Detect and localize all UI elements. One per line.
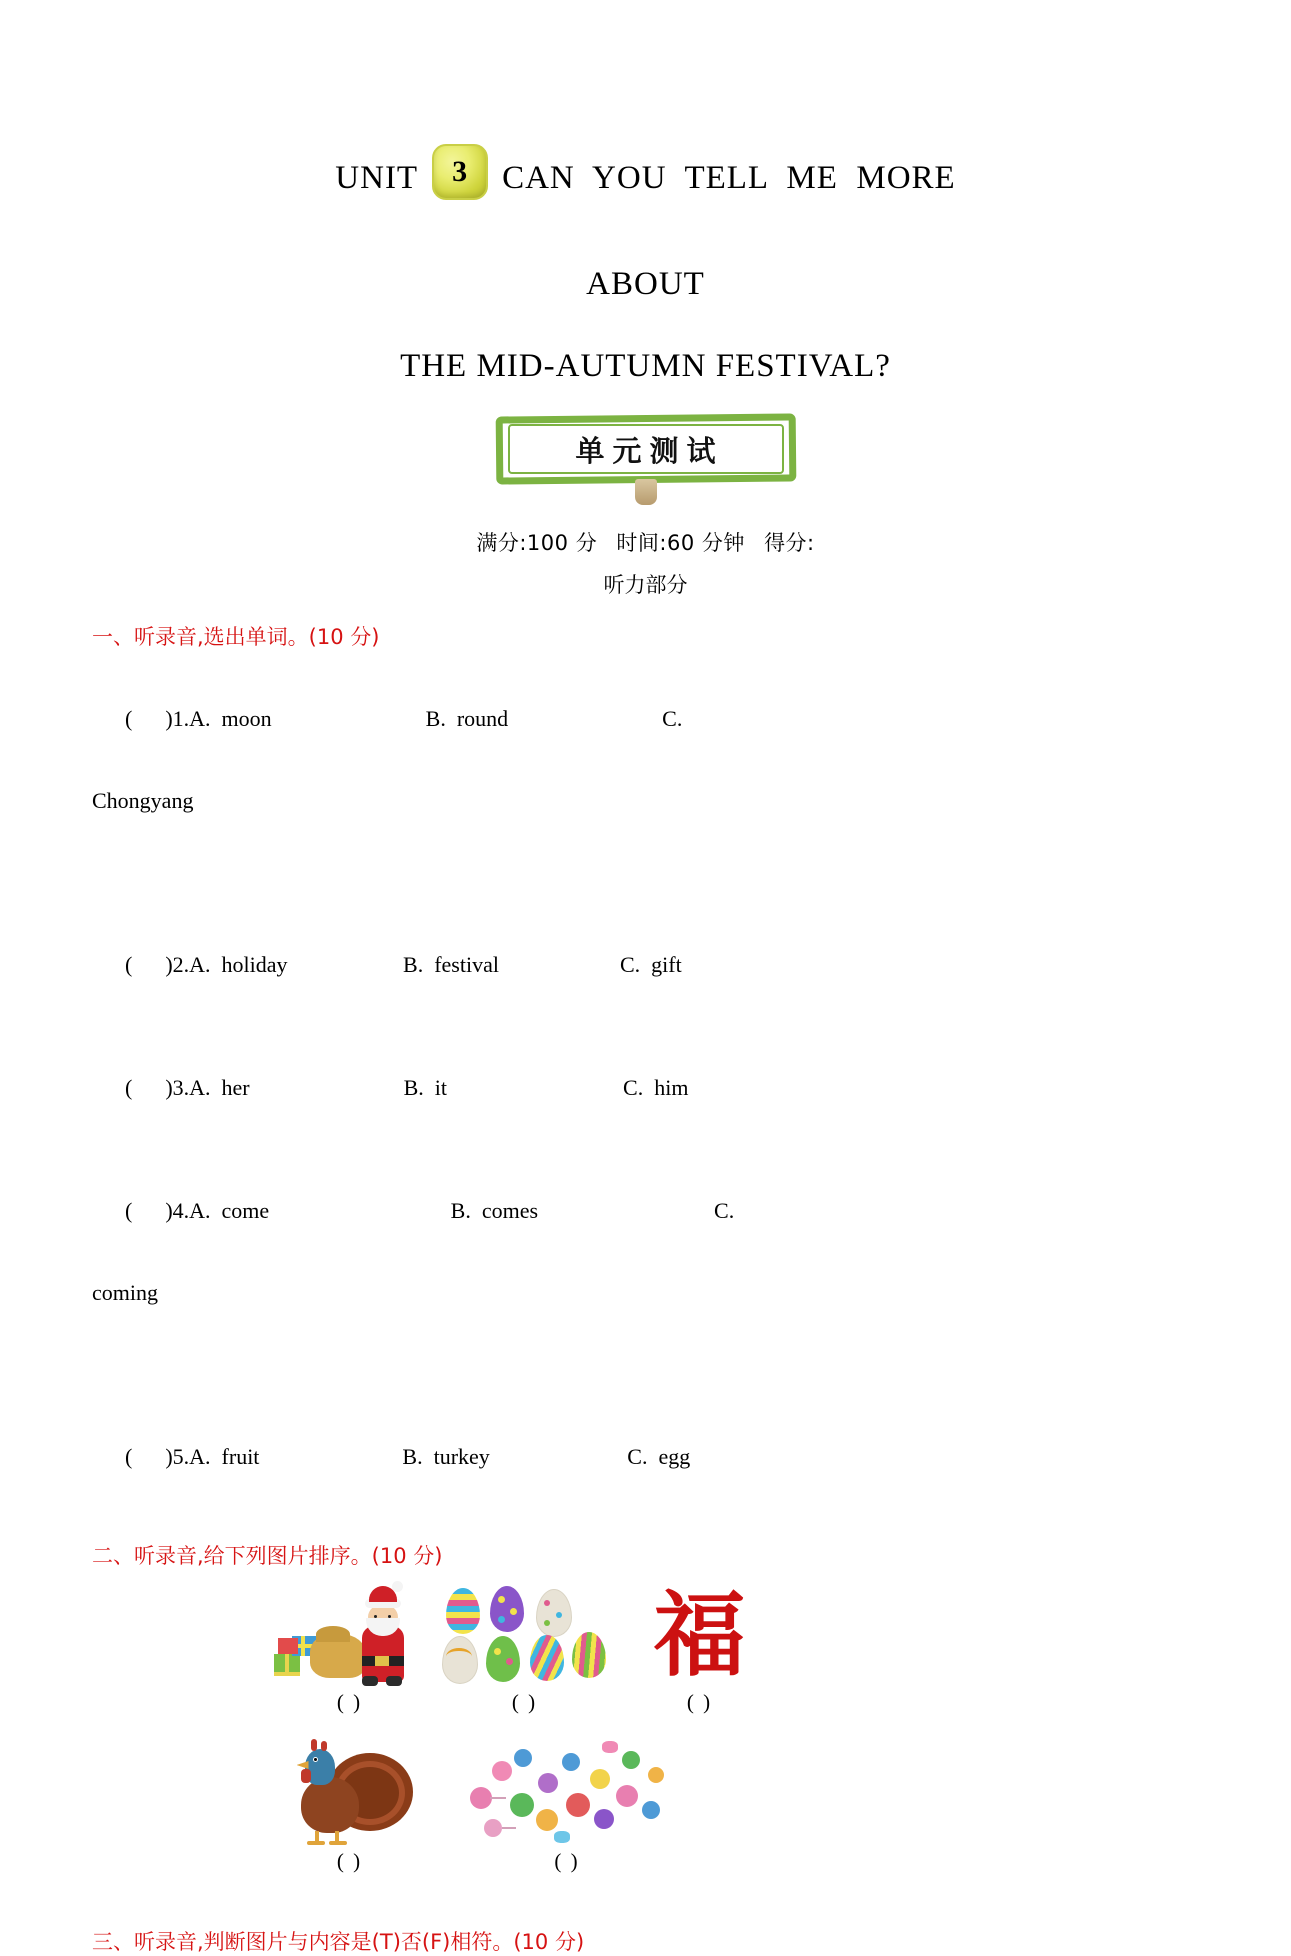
picture-item-santa (262, 1584, 437, 1715)
option-line-wrap: Chongyang (92, 788, 194, 813)
picture-answer-blank: ( ) (686, 1690, 713, 1714)
chinese-fu-character-icon: 福 (653, 1582, 746, 1689)
easter-eggs-icon (440, 1586, 610, 1686)
listening-section-heading: 听力部分 (603, 573, 688, 597)
worksheet-page (0, 150, 1291, 1954)
santa-icon (270, 1586, 430, 1686)
full-score-label: 满分:100 分 (476, 531, 598, 555)
unit-number-badge: 3 (432, 144, 488, 200)
turkey-icon (275, 1735, 425, 1845)
question-1-heading: 一、听录音,选出单词。(10 分) (92, 625, 380, 649)
picture-answer-blank: ( ) (554, 1849, 580, 1873)
title-line-2: ABOUT (586, 266, 705, 302)
question-1-item-5 (92, 1395, 1199, 1518)
picture-row-2 (92, 1733, 1199, 1874)
stamp-ribbon-icon (635, 479, 657, 505)
question-2-heading: 二、听录音,给下列图片排序。(10 分) (92, 1544, 443, 1568)
picture-item-turkey (262, 1733, 437, 1874)
unit-word: UNIT (335, 159, 419, 196)
picture-item-candies (437, 1733, 697, 1874)
question-3-heading: 三、听录音,判断图片与内容是(T)否(F)相符。(10 分) (92, 1930, 585, 1954)
picture-item-eggs (437, 1584, 612, 1715)
option-line: ( )5.A. fruit B. turkey C. egg (125, 1444, 691, 1469)
time-label: 时间:60 分钟 (616, 531, 745, 555)
title-line-1-rest: CAN YOU TELL ME MORE (502, 159, 956, 196)
option-line: ( )4.A. come B. comes C. (125, 1198, 735, 1223)
picture-answer-blank: ( ) (336, 1690, 363, 1714)
picture-answer-blank: ( ) (336, 1849, 363, 1873)
stamp-inner-border (508, 424, 784, 474)
question-1-item-4 (92, 1149, 1199, 1395)
stamp-label: 单元测试 (575, 433, 724, 468)
title-line-3: THE MID-AUTUMN FESTIVAL? (400, 348, 891, 384)
picture-row-1 (92, 1584, 1199, 1715)
score-label: 得分: (764, 531, 815, 555)
picture-item-fu (612, 1584, 787, 1715)
picture-answer-blank: ( ) (511, 1690, 538, 1714)
assorted-candies-icon (462, 1735, 672, 1845)
question-1-item-3 (92, 1026, 1199, 1149)
title-line-1 (0, 150, 1291, 206)
option-line: ( )3.A. her B. it C. him (125, 1075, 689, 1100)
unit-test-stamp (0, 415, 1291, 483)
question-1-item-1 (92, 657, 1199, 903)
option-line: ( )1.A. moon B. round C. (125, 706, 683, 731)
question-1-item-2 (92, 903, 1199, 1026)
option-line: ( )2.A. holiday B. festival C. gift (125, 952, 682, 977)
page-title (0, 150, 1291, 385)
score-meta-line (0, 527, 1291, 557)
option-line-wrap: coming (92, 1280, 158, 1305)
